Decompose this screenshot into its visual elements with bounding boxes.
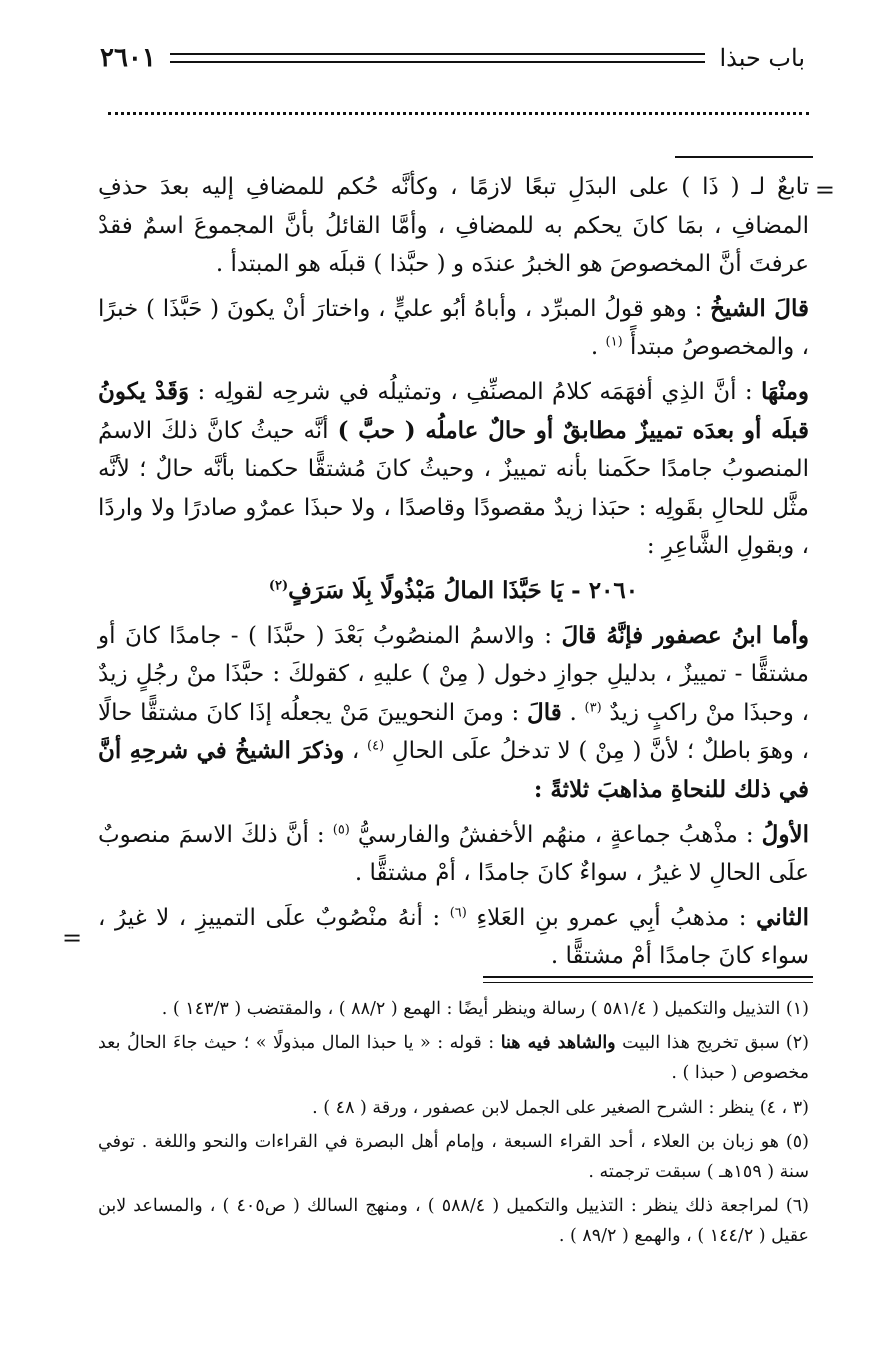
footnote-ref-3: (٣)	[584, 700, 602, 716]
paragraph-4-lead-2: قالَ	[527, 698, 562, 726]
dotted-separator	[108, 112, 809, 115]
quoted-matn: وَقَدْ يكونُ قبلَه أو بعدَه تمييزٌ مطابقٌ أو حالٌ عاملُه ( حبَّ )	[98, 377, 809, 444]
footnote-separator	[483, 976, 813, 983]
footnote-ref-6: (٦)	[449, 905, 467, 921]
paragraph-3-lead: ومنْهَا	[761, 377, 809, 405]
paragraph-3-text-2: أنَّه حيثُ كانَّ ذلكَ الاسمُ المنصوبُ جامدًا حكَمنا بأنه تمييزٌ ، وحيثُ كانَ مُشتقًّا حكمنا بأنَّه حالٌ ؛ لأنَّه مثَّل للحالِ بقَولِه : حبَذا زيدٌ مقصودًا وقاصدًا ، ولا حبذَا عمرٌو صادرًا ولا واردًا ، وبقولِ الشَّاعِرِ :	[98, 417, 809, 560]
paragraph-2-end: .	[590, 334, 606, 361]
paragraph-6-lead: الثاني	[756, 903, 810, 931]
paragraph-2-text: : وهو قولُ المبرِّد ، وأباهُ أبُو عليٍّ ، واختارَ أنْ يكونَ ( حَبَّذَا ) خبرًا ، والمخصوصُ مبتدأً	[98, 295, 809, 361]
paragraph-4-lead: وأما ابنُ عصفور فإنَّهُ قالَ	[561, 621, 809, 649]
paragraph-6-text-1: : مذهبُ أبِي عمرو بنِ العَلاءِ	[466, 904, 757, 931]
footnote-ref-2: (٢)	[268, 578, 289, 594]
page-number: ٢٦٠١	[100, 43, 156, 73]
paragraph-4-text-4: ،	[344, 738, 368, 765]
footnote-ref-4: (٤)	[367, 738, 385, 754]
paragraph-3-text-1: : أنَّ الذِي أفهَمَه كلامُ المصنِّفِ ، وتمثيلُه في شرحِه لقولِه :	[189, 378, 762, 405]
paragraph-1: تابعٌ لـ ( ذَا ) على البدَلِ تبعًا لازمًا ، وكأنَّه حُكم للمضافِ إليه بعدَ حذفِ المضافِ ، بمَا كانَ يحكم به للمضافِ ، وأمَّا القائلُ بأنَّ المجموعَ اسمٌ فقدْ عرفتَ أنَّ المخصوصَ هو الخبرُ عندَه و ( حبَّذا ) قبلَه هو المبتدأ .	[98, 174, 809, 278]
continuation-rule	[675, 156, 813, 158]
footnote-1: (١) التذييل والتكميل ( ٥٨١/٤ ) رسالة وينظر أيضًا : الهمع ( ٨٨/٢ ) ، والمقتضب ( ١٤٣/٣ ) .	[161, 999, 809, 1019]
main-text	[98, 168, 809, 982]
continuation-mark: =	[814, 176, 835, 204]
paragraph-5-text-1: : مذْهبُ جماعةٍ ، منهُم الأخفشُ والفارسيُّ	[349, 821, 762, 848]
paragraph-6	[98, 899, 809, 976]
footnote-2-pre: (٢) سبق تخريج هذا البيت	[615, 1033, 809, 1054]
paragraph-4-text-1: : والاسمُ المنصُوبُ بَعْدَ ( حبَّذَا ) - جامدًا كانَ أو مشتقًّا - تمييزٌ ، بدليلِ جوازِ دخول ( مِنْ ) عليهِ ، كقولكَ : حبَّذَا منْ رجُلٍ زيدٌ ، وحبذَا منْ راكبٍ زيدٌ	[98, 622, 809, 726]
poetry-verse	[98, 572, 809, 611]
paragraph-2-lead: قالَ الشيخُ	[710, 294, 809, 322]
footnote-5: (٥) هو زبان بن العلاء ، أحد القراء السبعة ، وإمام أهل البصرة في القراءات والنحو واللغة . توفي سنة ( ١٥٩هـ ) سبقت ترجمته .	[98, 1131, 809, 1183]
paragraph-5-text-2: : أنَّ ذلكَ الاسمَ منصوبٌ علَى الحالِ لا غيرُ ، سواءٌ كانَ جامدًا ، أمْ مشتقًّا .	[98, 821, 809, 887]
footnote-2	[98, 1028, 809, 1088]
footnote-2-bold: والشاهد فيه هنا	[500, 1033, 616, 1054]
footnote-ref-1: (١)	[605, 334, 623, 350]
running-header	[100, 38, 805, 78]
paragraph-4-text-3: : ومنَ النحويينَ مَنْ يجعلُه إذَا كانَ مشتقًّا حالًا ، وهوَ باطلٌ ؛ لأنَّ ( مِنْ ) لا تدخلُ علَى الحالِ	[98, 699, 810, 765]
footnotes	[98, 994, 809, 1256]
paragraph-6-text-2: : أنهُ منْصُوبٌ علَى التمييزِ ، لا غيرُ ، سواء كانَ جامدًا أمْ مشتقًّا .	[98, 904, 809, 970]
verse-text: ٢٠٦٠ - يَا حَبَّذَا المالُ مَبْذُولًا بِلَا سَرَفٍ	[288, 576, 639, 604]
paragraph-5	[98, 816, 809, 893]
continues-next-page-mark: =	[62, 924, 83, 952]
paragraph-3	[98, 373, 809, 566]
paragraph-5-lead: الأولُ	[761, 820, 809, 848]
header-double-rule	[170, 53, 706, 63]
footnote-ref-5: (٥)	[332, 821, 350, 837]
paragraph-4-bold-end: وذكرَ الشيخُ في شرحِهِ أنَّ في ذلك للنحاةِ مذاهبَ ثلاثةً :	[98, 737, 809, 803]
paragraph-4	[98, 617, 809, 810]
paragraph-2	[98, 290, 809, 367]
footnote-3-4: (٣ ، ٤) ينظر : الشرح الصغير على الجمل لابن عصفور ، ورقة ( ٤٨ ) .	[312, 1097, 809, 1118]
chapter-title: باب حبذا	[719, 44, 805, 72]
footnote-2-post: : قوله : « يا حبذا المال مبذولًا » ؛ حيث جاءَ الحالُ بعد مخصوص ( حبذا ) .	[98, 1033, 809, 1084]
footnote-6: (٦) لمراجعة ذلك ينظر : التذييل والتكميل ( ٥٨٨/٤ ) ، ومنهج السالك ( ص٤٠٥ ) ، والمساعد لابن عقيل ( ١٤٤/٢ ) ، والهمع ( ٨٩/٢ ) .	[98, 1196, 809, 1247]
paragraph-4-text-2: .	[561, 699, 585, 726]
